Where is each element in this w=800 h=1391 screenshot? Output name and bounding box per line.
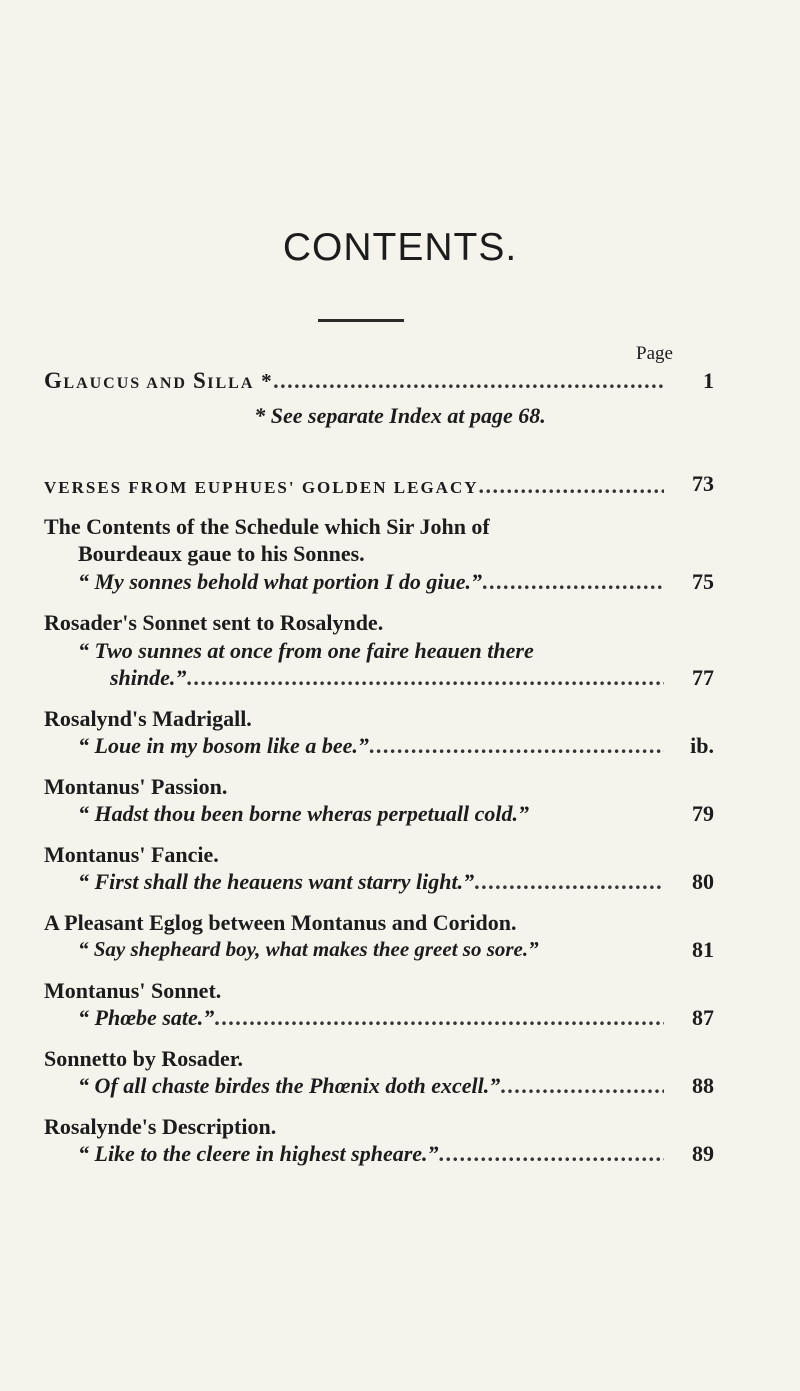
toc-verse-line: “ Of all chaste birdes the Phœnix doth excell.” . . . bbox=[78, 1073, 664, 1099]
toc-page-number: 89 bbox=[692, 1141, 714, 1166]
page-column-label: Page bbox=[636, 343, 673, 364]
dot-leader bbox=[474, 869, 664, 895]
toc-page-number: 77 bbox=[692, 665, 714, 690]
toc-entry-verses bbox=[44, 473, 664, 499]
dot-leader bbox=[273, 368, 664, 394]
dot-leader bbox=[214, 1005, 664, 1031]
toc-verse-line: “ Two sunnes at once from one faire heauen there bbox=[78, 638, 534, 663]
toc-heading: Rosader's Sonnet sent to Rosalynde. bbox=[44, 610, 384, 635]
toc-page-number: 79 bbox=[692, 801, 714, 826]
toc-heading: Rosalynd's Madrigall. bbox=[44, 706, 252, 731]
toc-verse-line: “ Like to the cleere in highest spheare.” . . . bbox=[78, 1141, 664, 1167]
toc-heading: A Pleasant Eglog between Montanus and Coridon. bbox=[44, 910, 517, 935]
toc-heading: Rosalynde's Description. bbox=[44, 1114, 277, 1139]
toc-page-number: 73 bbox=[692, 471, 714, 496]
toc-verse-line: “ First shall the heauens want starry light.” . . . bbox=[78, 869, 664, 895]
toc-heading: Montanus' Passion. bbox=[44, 774, 228, 799]
dot-leader bbox=[479, 473, 665, 499]
dot-leader bbox=[500, 1073, 664, 1099]
dot-leader bbox=[439, 1141, 664, 1167]
toc-heading: The Contents of the Schedule which Sir John of bbox=[44, 514, 490, 539]
toc-heading: Sonnetto by Rosader. bbox=[44, 1046, 244, 1071]
toc-verse-line: “ My sonnes behold what portion I do giue.” . . . bbox=[78, 569, 664, 595]
toc-page-number: 88 bbox=[692, 1073, 714, 1098]
toc-verse-line: “ Loue in my bosom like a bee.” . . . bbox=[78, 733, 664, 759]
dot-leader bbox=[482, 569, 664, 595]
toc-entry-title: VERSES FROM EUPHUES' GOLDEN LEGACY bbox=[44, 478, 479, 497]
toc-heading: Bourdeaux gaue to his Sonnes. bbox=[78, 541, 365, 566]
index-note: * See separate Index at page 68. bbox=[254, 403, 546, 428]
dot-leader bbox=[186, 665, 664, 691]
toc-verse-line: “ Say shepheard boy, what makes thee greet so sore.” bbox=[78, 937, 539, 961]
toc-page-number: 1 bbox=[703, 368, 714, 393]
toc-verse-line: shinde.” . . . bbox=[110, 665, 664, 691]
toc-page-number: ib. bbox=[690, 733, 714, 758]
toc-heading: Montanus' Fancie. bbox=[44, 842, 219, 867]
title-rule bbox=[318, 319, 404, 322]
toc-page-number: 80 bbox=[692, 869, 714, 894]
toc-entry-glaucus bbox=[44, 368, 664, 394]
toc-page-number: 75 bbox=[692, 569, 714, 594]
page-title: CONTENTS. bbox=[282, 226, 518, 269]
toc-entry-title: GLAUCUS AND SILLA * bbox=[44, 368, 274, 393]
dot-leader bbox=[369, 733, 664, 759]
toc-heading: Montanus' Sonnet. bbox=[44, 978, 222, 1003]
toc-verse-line: “ Hadst thou been borne wheras perpetuall cold.” bbox=[78, 801, 530, 826]
toc-page-number: 87 bbox=[692, 1005, 714, 1030]
toc-page-number: 81 bbox=[692, 937, 714, 962]
toc-verse-line: “ Phœbe sate.” . . . bbox=[78, 1005, 664, 1031]
